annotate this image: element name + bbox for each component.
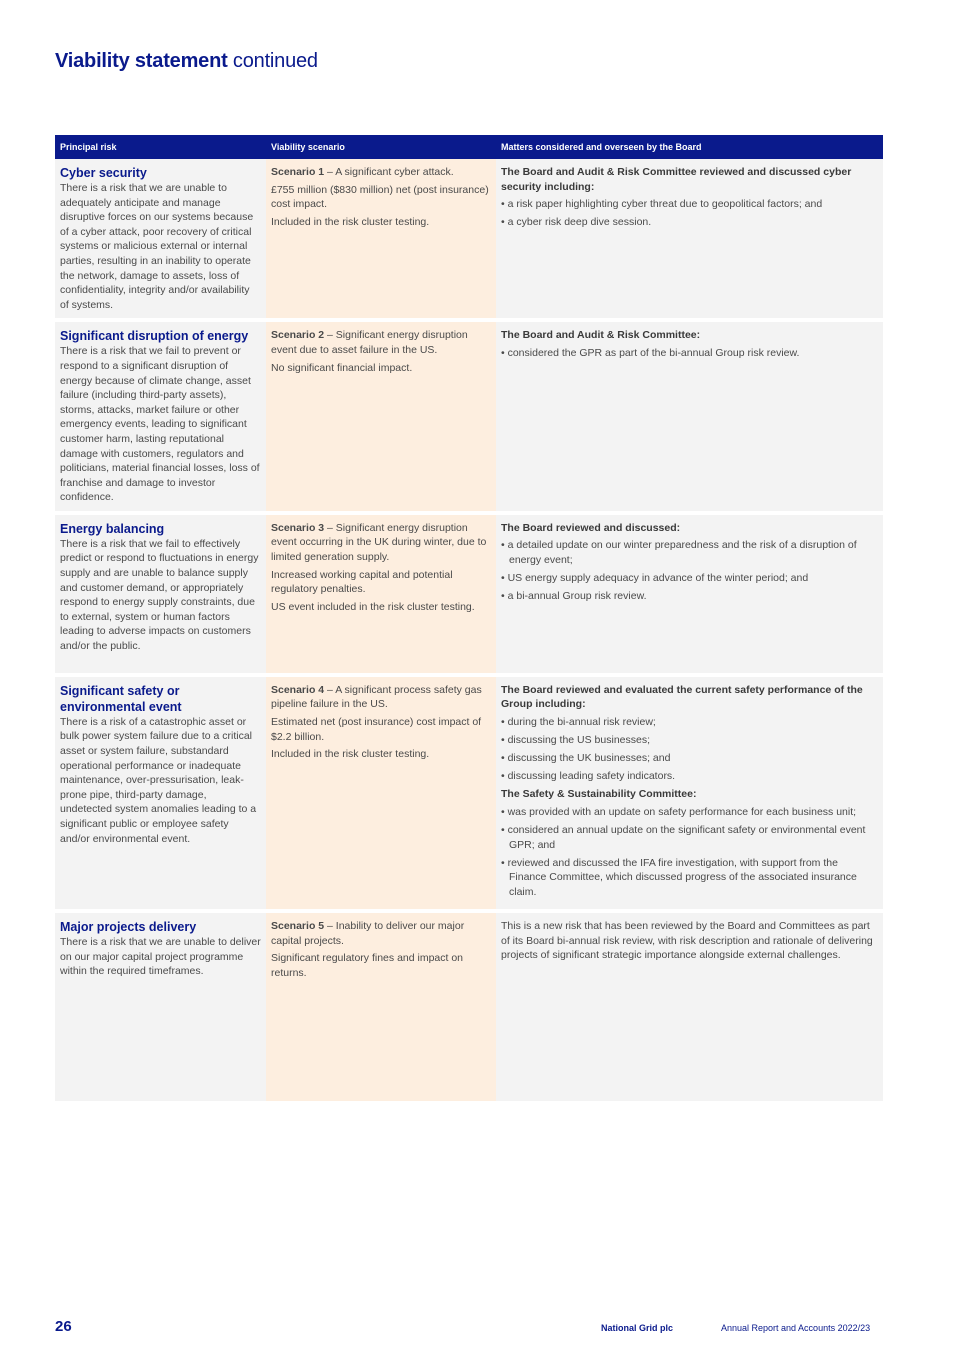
- scenario-label: Scenario 4: [271, 683, 325, 696]
- scenario-label: Scenario 1: [271, 166, 325, 178]
- board-bullet: • discussing leading safety indicators.: [501, 769, 878, 784]
- scenario-line: No significant financial impact.: [271, 361, 413, 374]
- scenario-cell: [266, 911, 496, 1101]
- page-title-suffix: continued: [227, 50, 318, 72]
- table-row: [55, 159, 883, 320]
- column-header-viability-scenario: Viability scenario: [266, 135, 496, 159]
- scenario-text: – A significant cyber attack.: [324, 166, 454, 178]
- column-header-principal-risk: Principal risk: [55, 135, 266, 159]
- board-bullet-list: [501, 346, 878, 361]
- scenario-line: Increased working capital and potential regulatory penalties.: [271, 568, 453, 596]
- risk-cell: [55, 911, 266, 1101]
- scenario-cell: [266, 159, 496, 320]
- board-heading: The Board reviewed and discussed:: [501, 521, 681, 534]
- board-bullet-list: [501, 197, 878, 230]
- board-bullet-list: [501, 538, 878, 603]
- scenario-text: – Inability to deliver our major capital projects.: [271, 920, 465, 947]
- risk-cell: [55, 159, 266, 320]
- board-cell: [496, 320, 883, 513]
- board-bullet: • considered the GPR as part of the bi-annual Group risk review.: [501, 346, 878, 361]
- risk-description: There is a risk that we fail to effectively predict or respond to fluctuations in energy supply and are unable to balance supply and customer demand, or appropriately respond to energy supply constraints, due to external, system or human factors leading to adverse impacts on customers and/or the public.: [60, 537, 259, 653]
- risk-cell: [55, 675, 266, 911]
- scenario-lead: [271, 328, 491, 357]
- board-cell: [496, 911, 883, 1101]
- table-row: [55, 320, 883, 513]
- board-bullet-list: [501, 805, 878, 900]
- board-heading: The Safety & Sustainability Committee:: [501, 788, 697, 801]
- board-bullet: • discussing the US businesses;: [501, 733, 878, 748]
- board-bullet-list: [501, 715, 878, 784]
- scenario-line: £755 million ($830 million) net (post insurance) cost impact.: [271, 183, 489, 211]
- page-title-bold: Viability statement: [55, 50, 228, 72]
- board-heading: The Board reviewed and evaluated the current safety performance of the Group including:: [501, 683, 863, 711]
- scenario-line: Significant regulatory fines and impact on returns.: [271, 952, 464, 979]
- scenario-line: Estimated net (post insurance) cost impact of $2.2 billion.: [271, 716, 482, 743]
- risk-name: Cyber security: [60, 166, 147, 180]
- risk-cell: [55, 513, 266, 675]
- risk-cell: [55, 320, 266, 513]
- risk-name: Significant safety or environmental event: [60, 683, 182, 714]
- risk-name: Energy balancing: [60, 521, 165, 536]
- board-bullet: • a risk paper highlighting cyber threat due to geopolitical factors; and: [501, 197, 878, 212]
- board-heading: The Board and Audit & Risk Committee reviewed and discussed cyber security including:: [501, 166, 852, 193]
- scenario-label: Scenario 5: [271, 920, 325, 933]
- column-header-board-matters: Matters considered and overseen by the Board: [496, 135, 883, 159]
- scenario-lead: [271, 683, 491, 712]
- board-cell: [496, 675, 883, 911]
- board-bullet: • discussing the UK businesses; and: [501, 751, 878, 766]
- scenario-text: – A significant process safety gas pipeline failure in the US.: [271, 683, 482, 711]
- scenario-text: – Significant energy disruption event occurring in the UK during winter, due to limited generation supply.: [271, 521, 487, 564]
- board-bullet: • a bi-annual Group risk review.: [501, 589, 878, 604]
- risk-name: Significant disruption of energy: [60, 329, 249, 344]
- scenario-cell: [266, 513, 496, 675]
- scenario-cell: [266, 675, 496, 911]
- board-heading: The Board and Audit & Risk Committee:: [501, 329, 701, 342]
- scenario-label: Scenario 3: [271, 521, 325, 534]
- company-name: National Grid plc: [601, 1323, 674, 1333]
- risk-name: Major projects delivery: [60, 920, 197, 935]
- board-bullet: • US energy supply adequacy in advance of the winter period; and: [501, 571, 878, 586]
- table-row: [55, 911, 883, 1101]
- scenario-label: Scenario 2: [271, 329, 325, 342]
- board-bullet: • a cyber risk deep dive session.: [501, 215, 878, 230]
- board-bullet: • during the bi-annual risk review;: [501, 715, 878, 730]
- scenario-line: Included in the risk cluster testing.: [271, 215, 430, 228]
- scenario-line: US event included in the risk cluster testing.: [271, 600, 475, 613]
- principal-risk-table: [55, 135, 883, 1101]
- page-title: [55, 50, 318, 73]
- scenario-text: – Significant energy disruption event due to asset failure in the US.: [271, 329, 468, 356]
- scenario-lead: [271, 165, 491, 180]
- board-text: This is a new risk that has been reviewed by the Board and Committees as part of its Board bi-annual risk review, with risk description and rationale of delivering projects of significant strategic importance alongside external challenges.: [501, 920, 873, 962]
- scenario-lead: [271, 521, 491, 565]
- board-bullet: • a detailed update on our winter preparedness and the risk of a disruption of energy event;: [501, 538, 878, 567]
- table-row: [55, 675, 883, 911]
- risk-description: There is a risk of a catastrophic asset or bulk power system failure due to a critical asset or system failure, substandard operational performance or inadequate maintenance, over-pressurisation, leak-prone pipe, third-party damage, undetected system anomalies leading to a significant public or employee safety and/or environmental event.: [60, 715, 257, 845]
- scenario-cell: [266, 320, 496, 513]
- scenario-lead: [271, 919, 491, 948]
- board-cell: [496, 513, 883, 675]
- board-bullet: • reviewed and discussed the IFA fire investigation, with support from the Finance Committee, which discussed progress of the associated insurance claim.: [501, 856, 878, 900]
- risk-description: There is a risk that we fail to prevent or respond to a significant disruption of energy because of climate change, asset failure (including third-party assets), storms, attacks, market failure or other emergency events, leading to significant customer harm, lasting reputational damage with customers, regulators and politicians, material financial losses, loss of franchise and damage to investor confidence.: [60, 345, 260, 504]
- scenario-line: Included in the risk cluster testing.: [271, 748, 430, 761]
- board-bullet: • considered an annual update on the significant safety or environmental event GPR; and: [501, 823, 878, 852]
- board-bullet: • was provided with an update on safety performance for each business unit;: [501, 805, 878, 820]
- board-cell: [496, 159, 883, 320]
- page-number: 26: [55, 1318, 72, 1335]
- risk-description: There is a risk that we are unable to deliver on our major capital project programme within the required timeframes.: [60, 936, 261, 978]
- risk-description: There is a risk that we are unable to adequately anticipate and manage disruptive forces on our systems because of a cyber attack, poor recovery of critical systems or malicious external or internal parties, resulting in an inability to operate the network, damage to assets, loss of confidentiality, integrity and/or availability of systems.: [60, 182, 254, 311]
- table-row: [55, 513, 883, 675]
- table-header-row: [55, 135, 883, 159]
- report-title: Annual Report and Accounts 2022/23: [721, 1323, 871, 1333]
